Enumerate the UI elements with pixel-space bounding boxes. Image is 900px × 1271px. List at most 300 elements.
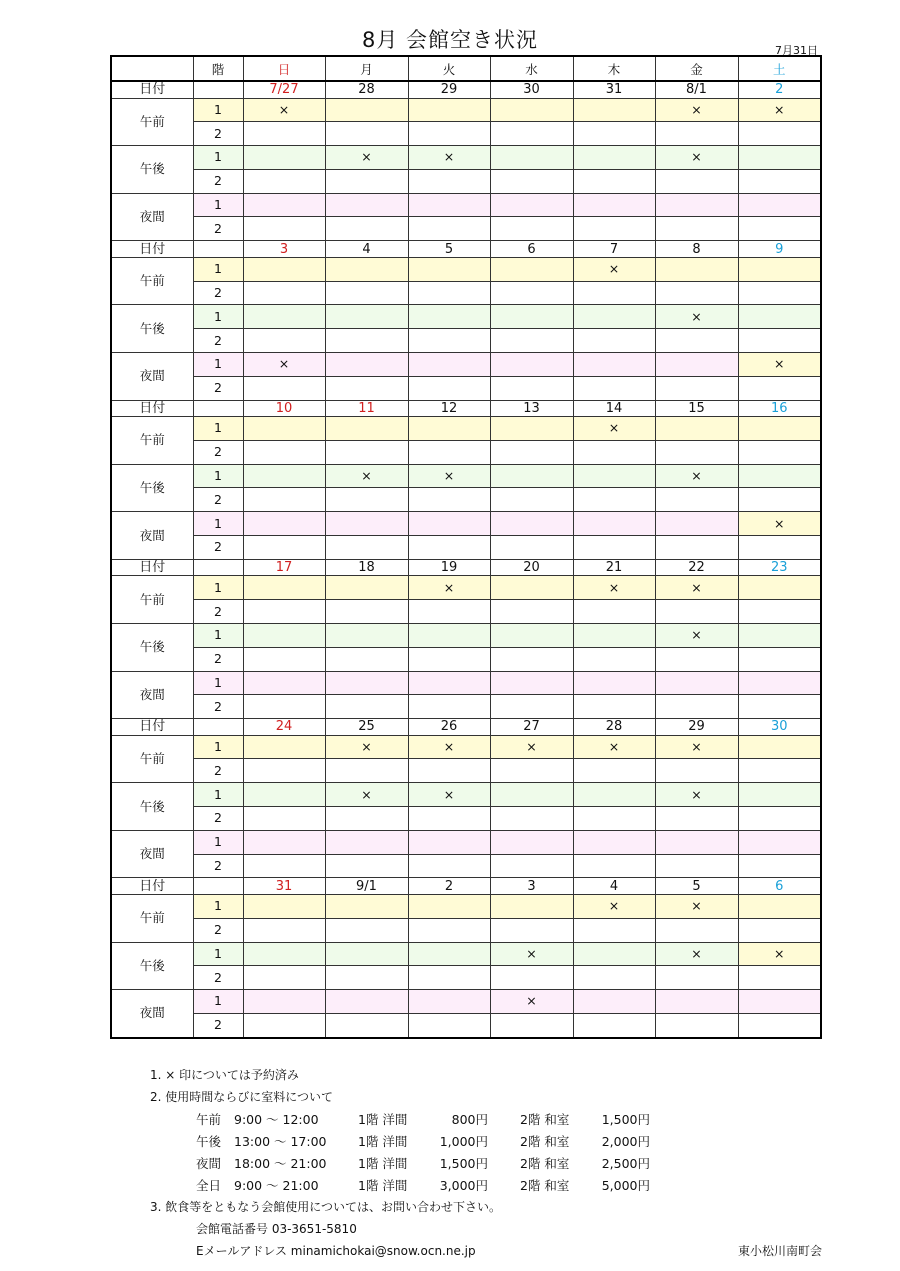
available-cell — [655, 217, 738, 241]
floor-number: 1 — [193, 98, 243, 122]
available-cell — [408, 488, 490, 512]
available-cell — [243, 169, 325, 193]
available-cell — [490, 512, 573, 536]
period-label-evening: 夜間 — [111, 352, 193, 400]
floor-number: 2 — [193, 329, 243, 353]
period-label-afternoon: 午後 — [111, 464, 193, 512]
available-cell — [655, 807, 738, 831]
available-cell — [573, 600, 655, 624]
available-cell — [490, 600, 573, 624]
available-cell — [738, 417, 821, 441]
available-cell — [490, 440, 573, 464]
date-cell: 20 — [490, 559, 573, 576]
available-cell — [738, 536, 821, 560]
available-cell — [325, 169, 408, 193]
floor-number: 2 — [193, 695, 243, 719]
period-label-afternoon: 午後 — [111, 305, 193, 353]
date-label: 日付 — [111, 559, 193, 576]
floor-number: 2 — [193, 807, 243, 831]
date-label: 日付 — [111, 400, 193, 417]
period-label-evening: 夜間 — [111, 193, 193, 241]
evening-floor1-row — [111, 830, 821, 854]
available-cell — [655, 417, 738, 441]
available-cell — [325, 807, 408, 831]
reserved-cell: × — [655, 576, 738, 600]
available-cell — [408, 918, 490, 942]
date-cell: 5 — [408, 241, 490, 258]
reserved-cell: × — [490, 942, 573, 966]
evening-floor1-row — [111, 671, 821, 695]
available-cell — [490, 783, 573, 807]
available-cell — [243, 376, 325, 400]
floor-number: 2 — [193, 600, 243, 624]
floor-number: 2 — [193, 376, 243, 400]
evening-floor2-row — [111, 854, 821, 878]
floor-number: 1 — [193, 783, 243, 807]
morning-floor1-row — [111, 894, 821, 918]
available-cell — [738, 807, 821, 831]
fee-slot: 午後 — [196, 1134, 222, 1149]
date-cell: 26 — [408, 719, 490, 736]
period-label-morning: 午前 — [111, 576, 193, 624]
available-cell — [408, 440, 490, 464]
note-food-inquiry: 3. 飲食等をともなう会館使用については、お問い合わせ下さい。 — [150, 1200, 502, 1214]
date-row — [111, 559, 821, 576]
available-cell — [243, 217, 325, 241]
fee-time: 9:00 ～ 12:00 — [234, 1112, 319, 1127]
available-cell — [408, 512, 490, 536]
available-cell — [243, 329, 325, 353]
evening-floor1-row — [111, 352, 821, 376]
available-cell — [738, 600, 821, 624]
header-day: 水 — [490, 56, 573, 81]
header-row — [111, 56, 821, 81]
reserved-cell: × — [408, 783, 490, 807]
date-cell: 21 — [573, 559, 655, 576]
available-cell — [738, 329, 821, 353]
available-cell — [325, 966, 408, 990]
date-cell: 28 — [325, 81, 408, 98]
fee-floor2-price: 2,500円 — [601, 1156, 650, 1171]
reserved-cell: × — [655, 783, 738, 807]
available-cell — [408, 536, 490, 560]
reserved-cell: × — [655, 146, 738, 170]
available-cell — [738, 830, 821, 854]
date-cell: 25 — [325, 719, 408, 736]
period-label-evening: 夜間 — [111, 671, 193, 719]
available-cell — [655, 122, 738, 146]
available-cell — [325, 98, 408, 122]
available-cell — [655, 1013, 738, 1037]
evening-floor1-row — [111, 193, 821, 217]
available-cell — [408, 807, 490, 831]
date-cell: 7 — [573, 241, 655, 258]
available-cell — [325, 942, 408, 966]
available-cell — [408, 759, 490, 783]
available-cell — [738, 671, 821, 695]
date-cell: 24 — [243, 719, 325, 736]
available-cell — [243, 894, 325, 918]
period-label-evening: 夜間 — [111, 990, 193, 1038]
available-cell — [325, 193, 408, 217]
available-cell — [490, 352, 573, 376]
available-cell — [243, 146, 325, 170]
available-cell — [243, 600, 325, 624]
date-cell: 28 — [573, 719, 655, 736]
date-cell: 16 — [738, 400, 821, 417]
header-day: 火 — [408, 56, 490, 81]
date-cell: 17 — [243, 559, 325, 576]
available-cell — [738, 193, 821, 217]
available-cell — [325, 830, 408, 854]
available-cell — [573, 623, 655, 647]
date-cell: 12 — [408, 400, 490, 417]
available-cell — [325, 623, 408, 647]
header-day: 木 — [573, 56, 655, 81]
hall-phone: 会館電話番号 03-3651-5810 — [196, 1222, 357, 1236]
available-cell — [408, 942, 490, 966]
floor-number: 2 — [193, 440, 243, 464]
available-cell — [738, 217, 821, 241]
fee-floor1-price: 800円 — [451, 1112, 488, 1127]
afternoon-floor2-row — [111, 329, 821, 353]
date-cell: 8 — [655, 241, 738, 258]
date-row — [111, 241, 821, 258]
available-cell — [325, 647, 408, 671]
available-cell — [490, 417, 573, 441]
available-cell — [243, 807, 325, 831]
floor-number: 1 — [193, 146, 243, 170]
available-cell — [408, 830, 490, 854]
available-cell — [325, 600, 408, 624]
date-cell: 13 — [490, 400, 573, 417]
date-label: 日付 — [111, 719, 193, 736]
available-cell — [325, 217, 408, 241]
available-cell — [490, 193, 573, 217]
available-cell — [738, 146, 821, 170]
floor-number: 1 — [193, 894, 243, 918]
reserved-cell: × — [738, 942, 821, 966]
available-cell — [738, 759, 821, 783]
available-cell — [243, 830, 325, 854]
available-cell — [325, 488, 408, 512]
floor-number: 2 — [193, 122, 243, 146]
available-cell — [655, 488, 738, 512]
available-cell — [408, 122, 490, 146]
reserved-cell: × — [738, 98, 821, 122]
available-cell — [573, 512, 655, 536]
page-title: 8月 会館空き状況 — [361, 28, 539, 52]
afternoon-floor1-row — [111, 783, 821, 807]
available-cell — [325, 536, 408, 560]
reserved-cell: × — [573, 894, 655, 918]
date-cell: 2 — [408, 878, 490, 895]
available-cell — [408, 376, 490, 400]
fee-floor2-price: 2,000円 — [601, 1134, 650, 1149]
period-label-morning: 午前 — [111, 417, 193, 465]
available-cell — [573, 759, 655, 783]
floor-number: 1 — [193, 990, 243, 1014]
period-label-afternoon: 午後 — [111, 623, 193, 671]
available-cell — [325, 257, 408, 281]
morning-floor2-row — [111, 918, 821, 942]
available-cell — [408, 169, 490, 193]
available-cell — [573, 281, 655, 305]
available-cell — [325, 695, 408, 719]
available-cell — [738, 1013, 821, 1037]
floor-number: 1 — [193, 576, 243, 600]
available-cell — [655, 918, 738, 942]
available-cell — [243, 122, 325, 146]
available-cell — [573, 98, 655, 122]
available-cell — [655, 759, 738, 783]
afternoon-floor2-row — [111, 169, 821, 193]
available-cell — [408, 305, 490, 329]
available-cell — [490, 695, 573, 719]
evening-floor1-row — [111, 512, 821, 536]
date-row — [111, 878, 821, 895]
date-cell: 29 — [408, 81, 490, 98]
fee-floor1-price: 3,000円 — [439, 1178, 488, 1193]
reserved-cell: × — [325, 783, 408, 807]
available-cell — [655, 512, 738, 536]
evening-floor2-row — [111, 1013, 821, 1037]
available-cell — [573, 807, 655, 831]
period-label-morning: 午前 — [111, 735, 193, 783]
available-cell — [243, 440, 325, 464]
available-cell — [408, 329, 490, 353]
fee-floor2-price: 1,500円 — [601, 1112, 650, 1127]
date-cell: 2 — [738, 81, 821, 98]
period-label-evening: 夜間 — [111, 830, 193, 878]
available-cell — [490, 1013, 573, 1037]
available-cell — [408, 647, 490, 671]
date-floor-blank — [193, 81, 243, 98]
fee-floor1-room: 1階 洋間 — [358, 1178, 408, 1193]
available-cell — [573, 217, 655, 241]
morning-floor2-row — [111, 759, 821, 783]
date-cell: 10 — [243, 400, 325, 417]
available-cell — [738, 966, 821, 990]
floor-number: 1 — [193, 464, 243, 488]
available-cell — [490, 671, 573, 695]
available-cell — [573, 440, 655, 464]
fee-floor2-room: 2階 和室 — [520, 1112, 570, 1127]
available-cell — [243, 536, 325, 560]
afternoon-floor1-row — [111, 464, 821, 488]
floor-number: 1 — [193, 942, 243, 966]
available-cell — [655, 352, 738, 376]
available-cell — [408, 671, 490, 695]
note-fees-heading: 2. 使用時間ならびに室料について — [150, 1090, 334, 1104]
available-cell — [490, 98, 573, 122]
available-cell — [243, 417, 325, 441]
available-cell — [243, 623, 325, 647]
reserved-cell: × — [655, 942, 738, 966]
afternoon-floor1-row — [111, 305, 821, 329]
available-cell — [243, 305, 325, 329]
date-floor-blank — [193, 878, 243, 895]
floor-number: 1 — [193, 735, 243, 759]
available-cell — [243, 464, 325, 488]
date-cell: 31 — [243, 878, 325, 895]
fee-floor1-room: 1階 洋間 — [358, 1134, 408, 1149]
period-label-afternoon: 午後 — [111, 146, 193, 194]
available-cell — [243, 1013, 325, 1037]
morning-floor1-row — [111, 576, 821, 600]
reserved-cell: × — [738, 512, 821, 536]
available-cell — [738, 281, 821, 305]
note-reserved-mark: 1. × 印については予約済み — [150, 1068, 299, 1082]
header-day: 月 — [325, 56, 408, 81]
available-cell — [408, 98, 490, 122]
available-cell — [573, 329, 655, 353]
available-cell — [573, 376, 655, 400]
available-cell — [408, 281, 490, 305]
evening-floor2-row — [111, 536, 821, 560]
available-cell — [573, 193, 655, 217]
available-cell — [325, 376, 408, 400]
period-label-evening: 夜間 — [111, 512, 193, 560]
reserved-cell: × — [325, 464, 408, 488]
fee-floor1-price: 1,000円 — [439, 1134, 488, 1149]
morning-floor1-row — [111, 417, 821, 441]
available-cell — [243, 759, 325, 783]
reserved-cell: × — [738, 352, 821, 376]
reserved-cell: × — [490, 735, 573, 759]
date-cell: 6 — [490, 241, 573, 258]
floor-number: 1 — [193, 305, 243, 329]
fee-floor2-room: 2階 和室 — [520, 1156, 570, 1171]
available-cell — [325, 122, 408, 146]
date-cell: 30 — [738, 719, 821, 736]
header-floor: 階 — [193, 56, 243, 81]
available-cell — [573, 146, 655, 170]
fee-slot: 午前 — [196, 1112, 222, 1127]
reserved-cell: × — [408, 464, 490, 488]
date-floor-blank — [193, 241, 243, 258]
available-cell — [490, 464, 573, 488]
floor-number: 2 — [193, 217, 243, 241]
morning-floor2-row — [111, 440, 821, 464]
date-floor-blank — [193, 400, 243, 417]
available-cell — [655, 376, 738, 400]
reserved-cell: × — [573, 257, 655, 281]
available-cell — [573, 1013, 655, 1037]
reserved-cell: × — [573, 735, 655, 759]
date-row — [111, 719, 821, 736]
available-cell — [490, 894, 573, 918]
fee-floor1-room: 1階 洋間 — [358, 1156, 408, 1171]
period-label-morning: 午前 — [111, 98, 193, 146]
available-cell — [573, 830, 655, 854]
morning-floor1-row — [111, 257, 821, 281]
date-label: 日付 — [111, 878, 193, 895]
available-cell — [490, 122, 573, 146]
date-cell: 23 — [738, 559, 821, 576]
available-cell — [243, 966, 325, 990]
available-cell — [408, 623, 490, 647]
available-cell — [573, 122, 655, 146]
available-cell — [738, 918, 821, 942]
available-cell — [738, 440, 821, 464]
available-cell — [490, 305, 573, 329]
date-cell: 4 — [325, 241, 408, 258]
available-cell — [573, 966, 655, 990]
fee-slot: 全日 — [196, 1178, 222, 1193]
available-cell — [490, 966, 573, 990]
available-cell — [243, 512, 325, 536]
available-cell — [325, 1013, 408, 1037]
floor-number: 2 — [193, 759, 243, 783]
available-cell — [490, 281, 573, 305]
available-cell — [490, 257, 573, 281]
date-cell: 29 — [655, 719, 738, 736]
available-cell — [738, 990, 821, 1014]
floor-number: 1 — [193, 512, 243, 536]
available-cell — [573, 169, 655, 193]
available-cell — [573, 488, 655, 512]
available-cell — [655, 440, 738, 464]
fee-time: 18:00 ～ 21:00 — [234, 1156, 327, 1171]
available-cell — [655, 695, 738, 719]
availability-table — [110, 55, 822, 1039]
period-label-afternoon: 午後 — [111, 942, 193, 990]
available-cell — [243, 735, 325, 759]
reserved-cell: × — [655, 623, 738, 647]
reserved-cell: × — [655, 894, 738, 918]
available-cell — [325, 894, 408, 918]
date-cell: 22 — [655, 559, 738, 576]
date-cell: 9/1 — [325, 878, 408, 895]
date-row — [111, 81, 821, 98]
date-cell: 3 — [243, 241, 325, 258]
reserved-cell: × — [408, 735, 490, 759]
available-cell — [408, 193, 490, 217]
evening-floor1-row — [111, 990, 821, 1014]
floor-number: 2 — [193, 169, 243, 193]
available-cell — [243, 576, 325, 600]
reserved-cell: × — [325, 146, 408, 170]
available-cell — [573, 783, 655, 807]
floor-number: 1 — [193, 193, 243, 217]
period-label-morning: 午前 — [111, 894, 193, 942]
available-cell — [738, 488, 821, 512]
available-cell — [738, 257, 821, 281]
available-cell — [738, 695, 821, 719]
reserved-cell: × — [655, 98, 738, 122]
floor-number: 1 — [193, 417, 243, 441]
period-label-morning: 午前 — [111, 257, 193, 305]
date-cell: 19 — [408, 559, 490, 576]
available-cell — [655, 257, 738, 281]
date-cell: 6 — [738, 878, 821, 895]
header-day: 金 — [655, 56, 738, 81]
available-cell — [243, 671, 325, 695]
available-cell — [325, 854, 408, 878]
available-cell — [738, 376, 821, 400]
date-cell: 9 — [738, 241, 821, 258]
available-cell — [490, 623, 573, 647]
available-cell — [408, 417, 490, 441]
afternoon-floor2-row — [111, 966, 821, 990]
available-cell — [490, 376, 573, 400]
available-cell — [573, 464, 655, 488]
reserved-cell: × — [325, 735, 408, 759]
date-cell: 18 — [325, 559, 408, 576]
evening-floor2-row — [111, 217, 821, 241]
available-cell — [573, 305, 655, 329]
